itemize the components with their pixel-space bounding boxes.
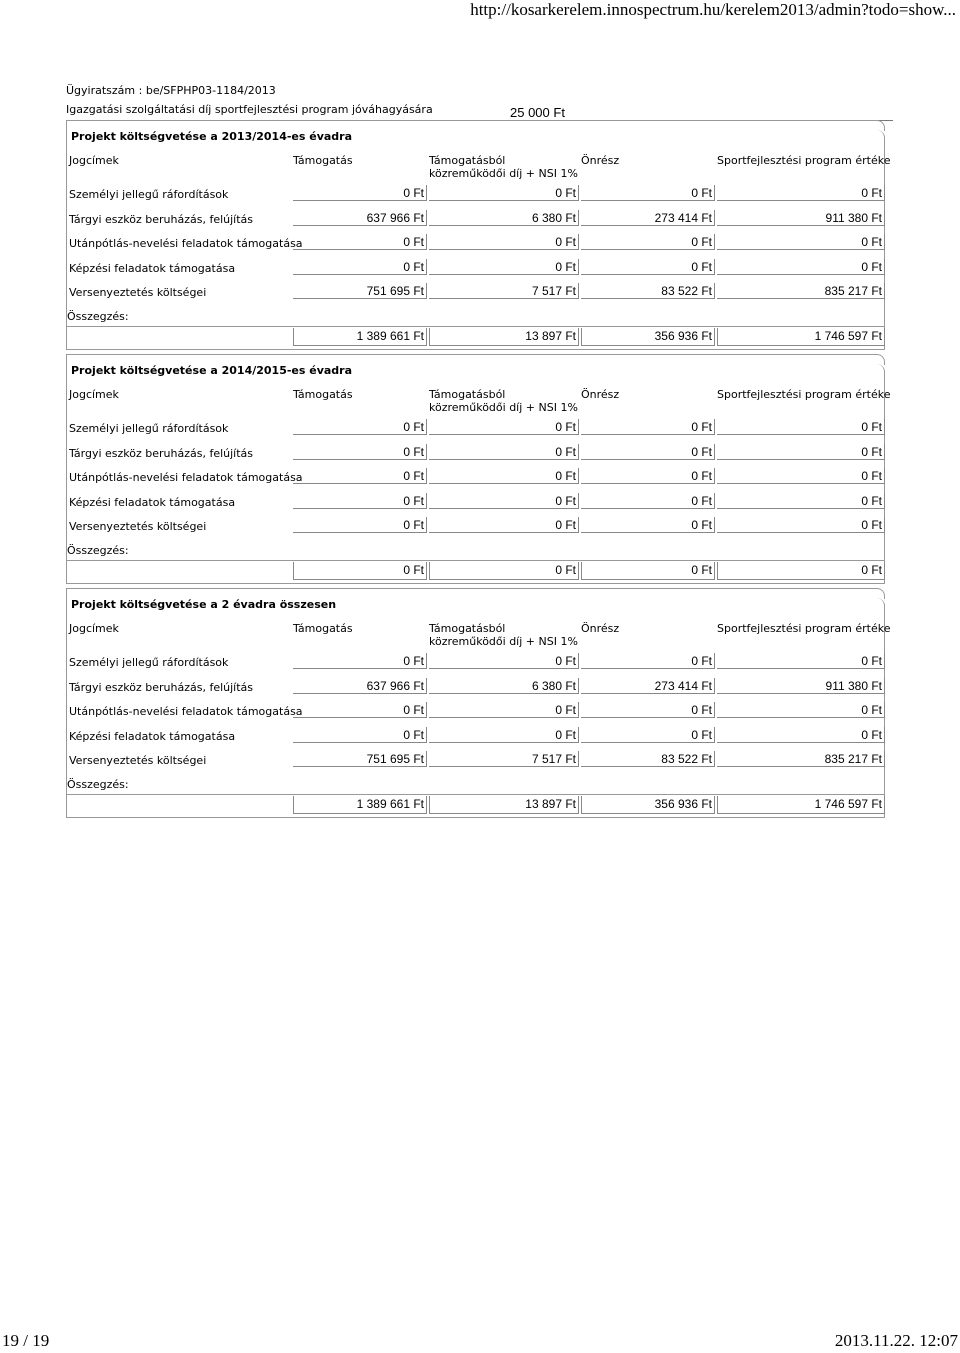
- section-title: Projekt költségvetése a 2 évadra összesen: [71, 598, 337, 611]
- total-field: 0 Ft: [581, 562, 715, 580]
- row-label: Versenyeztetés költségei: [69, 754, 207, 767]
- value-field: 0 Ft: [581, 185, 715, 201]
- value-field: 0 Ft: [717, 234, 885, 250]
- total-field: 0 Ft: [293, 562, 427, 580]
- value-field: 835 217 Ft: [717, 751, 885, 767]
- row-label: Utánpótlás-nevelési feladatok támogatása: [69, 471, 303, 484]
- value-field: 273 414 Ft: [581, 678, 715, 694]
- value-field: 0 Ft: [293, 727, 427, 743]
- column-header-tamogatas: Támogatás: [293, 622, 353, 635]
- row-label: Képzési feladatok támogatása: [69, 495, 236, 509]
- total-field: 13 897 Ft: [429, 796, 579, 814]
- column-header-tamogatasbol: [429, 388, 578, 414]
- section-title: Projekt költségvetése a 2013/2014-es évadra: [71, 130, 353, 143]
- column-header-tamogatasbol: [429, 154, 578, 180]
- section-title: Projekt költségvetése a 2014/2015-es évadra: [71, 364, 353, 377]
- row-label: Tárgyi eszköz beruházás, felújítás: [69, 446, 254, 460]
- value-field: 0 Ft: [581, 702, 715, 718]
- column-header-ertek: Sportfejlesztési program értéke: [717, 622, 891, 635]
- column-header-onresz: Önrész: [581, 622, 620, 635]
- value-field: 0 Ft: [717, 419, 885, 435]
- url-header: http://kosarkerelem.innospectrum.hu/kerelem2013/admin?todo=show...: [470, 0, 956, 19]
- budget-section: [66, 598, 891, 818]
- value-field: 0 Ft: [429, 493, 579, 509]
- value-field: 0 Ft: [717, 259, 885, 275]
- value-field: 6 380 Ft: [429, 678, 579, 694]
- total-field: 1 746 597 Ft: [717, 796, 885, 814]
- value-field: 637 966 Ft: [293, 678, 427, 694]
- value-field: 0 Ft: [581, 653, 715, 669]
- value-field: 6 380 Ft: [429, 210, 579, 226]
- value-field: 0 Ft: [293, 468, 427, 484]
- value-field: 0 Ft: [429, 653, 579, 669]
- value-field: 751 695 Ft: [293, 283, 427, 299]
- row-label: Személyi jellegű ráfordítások: [69, 656, 229, 669]
- column-header-jogcimek: Jogcímek: [69, 154, 119, 167]
- column-header-tamogatas: Támogatás: [293, 154, 353, 167]
- row-label: Versenyeztetés költségei: [69, 286, 207, 299]
- value-field: 0 Ft: [293, 419, 427, 435]
- fee-value: 25 000 Ft: [510, 105, 565, 120]
- column-header-line: közreműködői díj + NSI 1%: [429, 635, 578, 648]
- row-label: Képzési feladatok támogatása: [69, 261, 236, 275]
- column-header-tamogatasbol: [429, 622, 578, 648]
- value-field: 911 380 Ft: [717, 210, 885, 226]
- value-field: 7 517 Ft: [429, 751, 579, 767]
- row-label: Személyi jellegű ráfordítások: [69, 422, 229, 435]
- column-header-ertek: Sportfejlesztési program értéke: [717, 154, 891, 167]
- total-field: 0 Ft: [717, 562, 885, 580]
- summary-label: Összegzés:: [67, 778, 129, 791]
- value-field: 0 Ft: [717, 702, 885, 718]
- row-label: Tárgyi eszköz beruházás, felújítás: [69, 212, 254, 226]
- column-header-jogcimek: Jogcímek: [69, 388, 119, 401]
- value-field: 0 Ft: [717, 185, 885, 201]
- value-field: 0 Ft: [717, 468, 885, 484]
- column-header-line: Támogatásból: [429, 154, 506, 167]
- column-header-ertek: Sportfejlesztési program értéke: [717, 388, 891, 401]
- print-datetime: 2013.11.22. 12:07: [834, 1331, 958, 1350]
- value-field: 0 Ft: [293, 702, 427, 718]
- value-field: 83 522 Ft: [581, 283, 715, 299]
- value-field: 0 Ft: [293, 653, 427, 669]
- column-header-tamogatas: Támogatás: [293, 388, 353, 401]
- value-field: 0 Ft: [293, 444, 427, 460]
- value-field: 0 Ft: [429, 444, 579, 460]
- row-label: Tárgyi eszköz beruházás, felújítás: [69, 680, 254, 694]
- total-field: 1 389 661 Ft: [293, 796, 427, 814]
- value-field: 0 Ft: [429, 517, 579, 533]
- fee-value-field: [508, 102, 893, 121]
- value-field: 0 Ft: [429, 234, 579, 250]
- value-field: 0 Ft: [293, 185, 427, 201]
- value-field: 0 Ft: [581, 259, 715, 275]
- summary-divider: [67, 326, 884, 327]
- total-field: 13 897 Ft: [429, 328, 579, 346]
- summary-divider: [67, 560, 884, 561]
- total-field: 356 936 Ft: [581, 796, 715, 814]
- value-field: 0 Ft: [293, 493, 427, 509]
- value-field: 0 Ft: [717, 493, 885, 509]
- value-field: 0 Ft: [429, 702, 579, 718]
- row-label: Képzési feladatok támogatása: [69, 729, 236, 743]
- value-field: 0 Ft: [429, 727, 579, 743]
- column-header-jogcimek: Jogcímek: [69, 622, 119, 635]
- value-field: 0 Ft: [581, 727, 715, 743]
- column-header-line: Támogatásból: [429, 388, 506, 401]
- column-header-onresz: Önrész: [581, 154, 620, 167]
- row-label: Utánpótlás-nevelési feladatok támogatása: [69, 705, 303, 718]
- column-header-line: Támogatásból: [429, 622, 506, 635]
- page-number: 19 / 19: [2, 1331, 50, 1350]
- column-header-line: közreműködői díj + NSI 1%: [429, 167, 578, 180]
- value-field: 0 Ft: [293, 259, 427, 275]
- value-field: 0 Ft: [581, 234, 715, 250]
- value-field: 0 Ft: [717, 727, 885, 743]
- value-field: 0 Ft: [717, 517, 885, 533]
- value-field: 0 Ft: [717, 653, 885, 669]
- summary-label: Összegzés:: [67, 310, 129, 323]
- summary-divider: [67, 794, 884, 795]
- value-field: 0 Ft: [581, 517, 715, 533]
- column-header-onresz: Önrész: [581, 388, 620, 401]
- value-field: 0 Ft: [429, 468, 579, 484]
- row-label: Személyi jellegű ráfordítások: [69, 188, 229, 201]
- value-field: 0 Ft: [581, 419, 715, 435]
- value-field: 0 Ft: [581, 468, 715, 484]
- budget-section: [66, 130, 891, 350]
- value-field: 7 517 Ft: [429, 283, 579, 299]
- value-field: 0 Ft: [581, 493, 715, 509]
- row-label: Versenyeztetés költségei: [69, 520, 207, 533]
- value-field: 835 217 Ft: [717, 283, 885, 299]
- value-field: 0 Ft: [429, 419, 579, 435]
- value-field: 0 Ft: [581, 444, 715, 460]
- fee-label: Igazgatási szolgáltatási díj sportfejlesztési program jóváhagyására: [66, 103, 433, 116]
- value-field: 0 Ft: [293, 234, 427, 250]
- case-number: Ügyiratszám : be/SFPHP03-1184/2013: [66, 84, 276, 97]
- value-field: 273 414 Ft: [581, 210, 715, 226]
- value-field: 0 Ft: [429, 185, 579, 201]
- value-field: 0 Ft: [717, 444, 885, 460]
- value-field: 751 695 Ft: [293, 751, 427, 767]
- row-label: Utánpótlás-nevelési feladatok támogatása: [69, 237, 303, 250]
- value-field: 83 522 Ft: [581, 751, 715, 767]
- total-field: 1 389 661 Ft: [293, 328, 427, 346]
- total-field: 0 Ft: [429, 562, 579, 580]
- total-field: 356 936 Ft: [581, 328, 715, 346]
- value-field: 0 Ft: [429, 259, 579, 275]
- budget-section: [66, 364, 891, 584]
- total-field: 1 746 597 Ft: [717, 328, 885, 346]
- value-field: 0 Ft: [293, 517, 427, 533]
- value-field: 637 966 Ft: [293, 210, 427, 226]
- summary-label: Összegzés:: [67, 544, 129, 557]
- value-field: 911 380 Ft: [717, 678, 885, 694]
- column-header-line: közreműködői díj + NSI 1%: [429, 401, 578, 414]
